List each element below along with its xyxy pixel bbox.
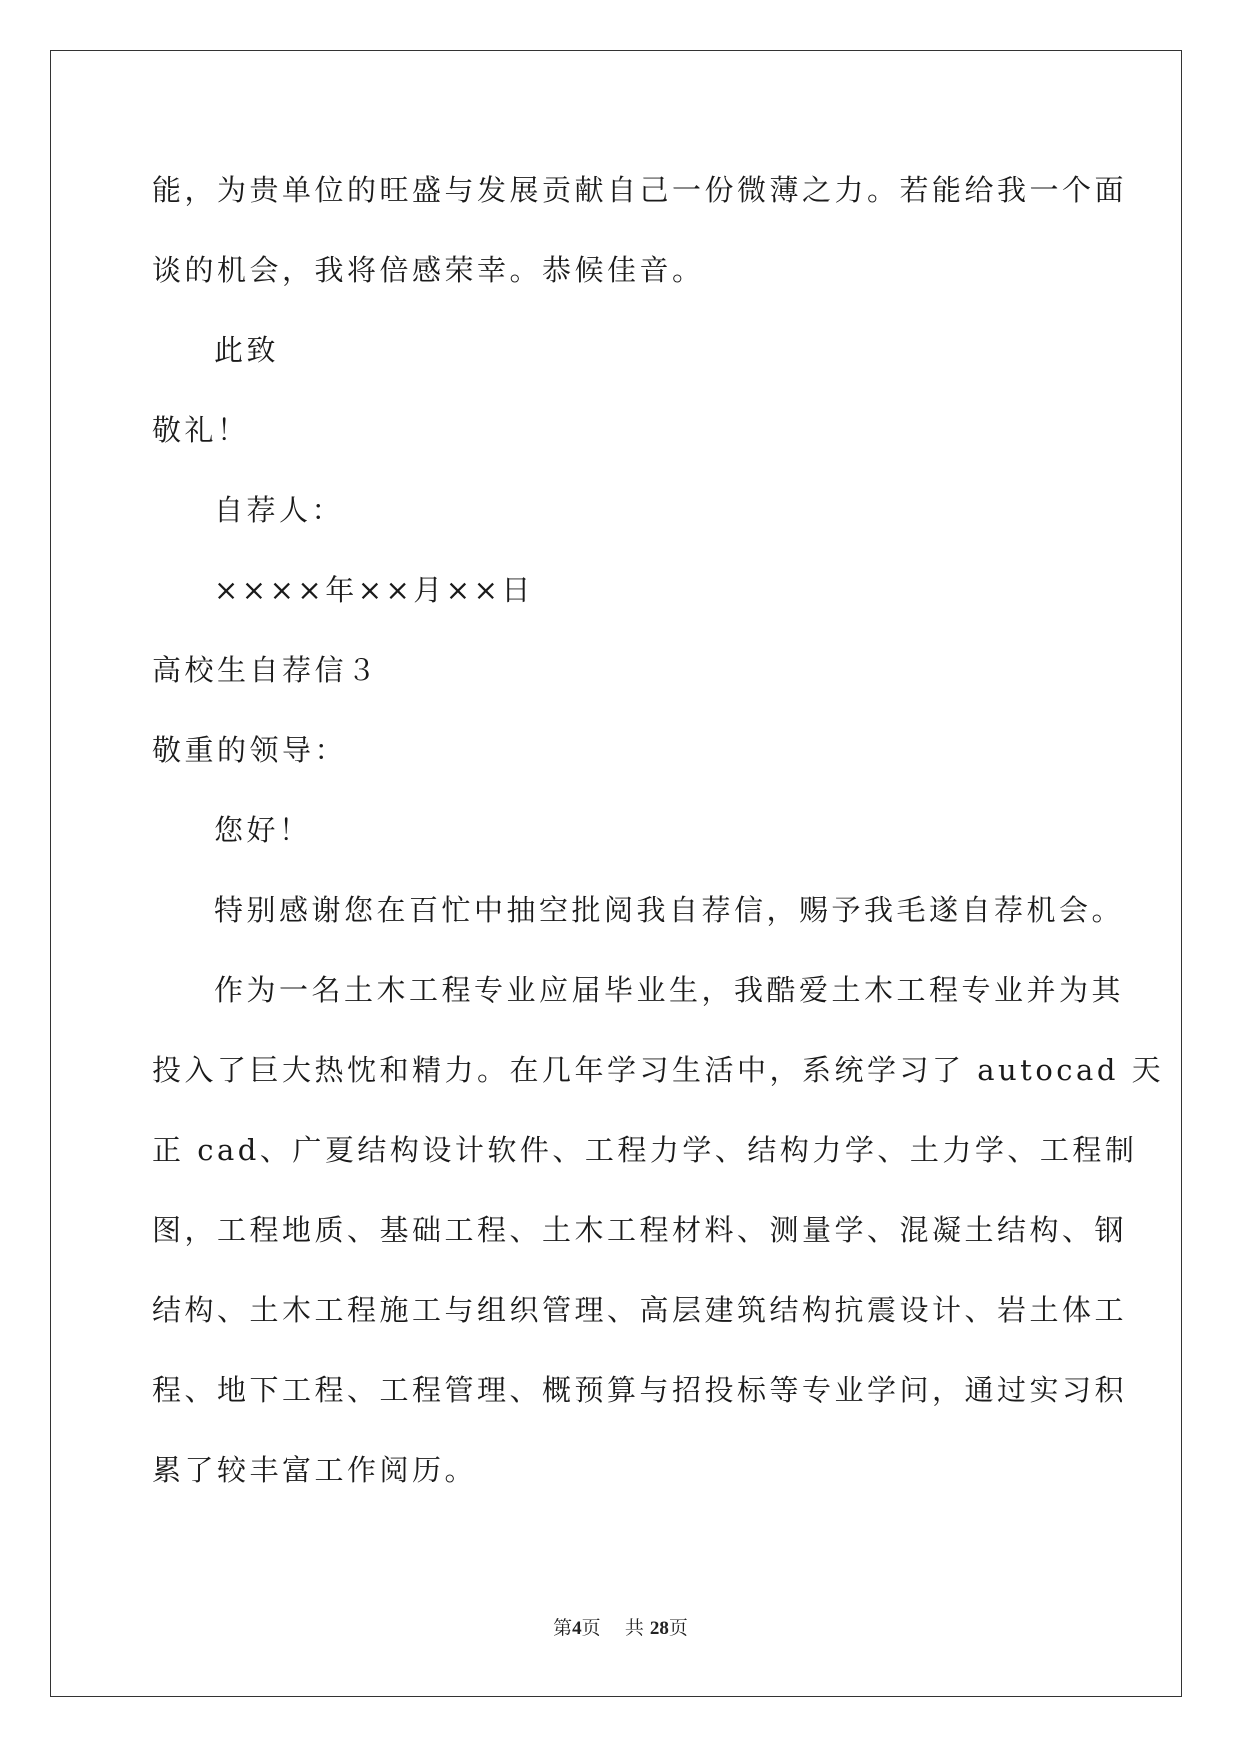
footer-page-number: 4 xyxy=(572,1618,582,1639)
footer-total-suffix: 页 xyxy=(668,1617,688,1639)
footer-page-suffix: 页 xyxy=(581,1617,601,1639)
paragraph-line: 累了较丰富工作阅历。 xyxy=(152,1453,478,1487)
footer-total-pages: 28 xyxy=(649,1618,669,1639)
paragraph-line: 程、地下工程、工程管理、概预算与招投标等专业学问，通过实习积 xyxy=(152,1373,1128,1407)
paragraph-line: 能，为贵单位的旺盛与发展贡献自己一份微薄之力。若能给我一个面 xyxy=(152,173,1128,207)
paragraph-line: 正 cad、广夏结构设计软件、工程力学、结构力学、土力学、工程制 xyxy=(152,1133,1138,1167)
greeting-hello: 您好！ xyxy=(214,813,312,847)
paragraph-line: 图，工程地质、基础工程、土木工程材料、测量学、混凝土结构、钢 xyxy=(152,1213,1128,1247)
paragraph-line: 谈的机会，我将倍感荣幸。恭候佳音。 xyxy=(152,253,705,287)
closing-regards: 敬礼！ xyxy=(152,413,250,447)
section-title: 高校生自荐信３ xyxy=(152,653,380,687)
closing-salutation: 此致 xyxy=(214,333,280,367)
footer-total-prefix: 共 xyxy=(624,1617,644,1639)
paragraph-line: 特别感谢您在百忙中抽空批阅我自荐信，赐予我毛遂自荐机会。 xyxy=(214,893,1125,927)
page-footer xyxy=(0,1616,1241,1641)
paragraph-line: 作为一名土木工程专业应届毕业生，我酷爱土木工程专业并为其 xyxy=(214,973,1125,1007)
date-line: ××××年××月××日 xyxy=(214,573,534,607)
signature-label: 自荐人： xyxy=(214,493,345,527)
paragraph-line: 结构、土木工程施工与组织管理、高层建筑结构抗震设计、岩土体工 xyxy=(152,1293,1128,1327)
paragraph-line: 投入了巨大热忱和精力。在几年学习生活中，系统学习了 autocad 天 xyxy=(152,1053,1165,1087)
greeting-recipient: 敬重的领导： xyxy=(152,733,348,767)
footer-page-prefix: 第 xyxy=(553,1617,573,1639)
